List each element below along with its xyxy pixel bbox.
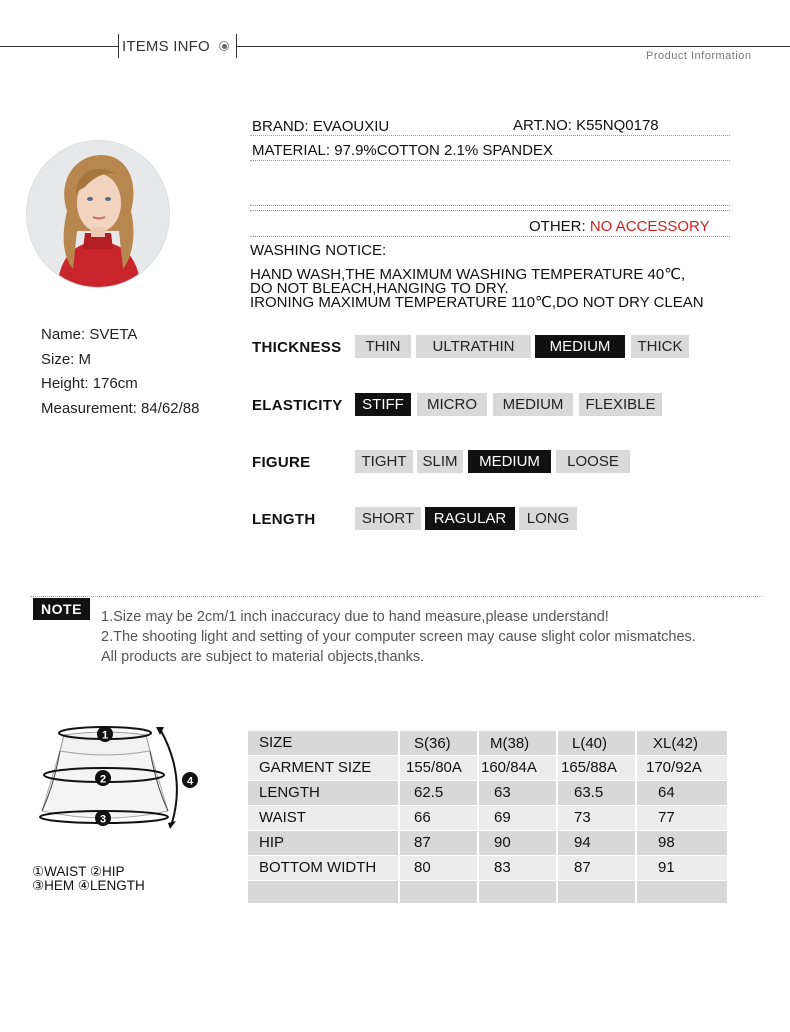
table-cell: 155/80A bbox=[406, 759, 462, 776]
marker-2-icon bbox=[95, 770, 111, 786]
skirt-measure-diagram bbox=[30, 715, 210, 855]
table-cell: 83 bbox=[494, 859, 511, 876]
table-cell: 165/88A bbox=[561, 759, 617, 776]
material-text: MATERIAL: 97.9%COTTON 2.1% SPANDEX bbox=[252, 142, 553, 159]
model-height: Height: 176cm bbox=[41, 375, 138, 392]
length-label: LENGTH bbox=[252, 511, 316, 528]
column-divider bbox=[635, 731, 637, 903]
length-option-short: SHORT bbox=[355, 507, 421, 530]
length-option-long: LONG bbox=[519, 507, 577, 530]
elasticity-option-micro: MICRO bbox=[417, 393, 487, 416]
header-rule-right bbox=[236, 46, 790, 47]
thickness-option-ultrathin: ULTRATHIN bbox=[416, 335, 531, 358]
diagram-legend-line-1: ①WAIST ②HIP bbox=[32, 864, 125, 879]
dotted-rule bbox=[250, 236, 730, 237]
washing-line-3: IRONING MAXIMUM TEMPERATURE 110℃,DO NOT DRY CLEAN bbox=[250, 294, 704, 311]
thickness-option-thick: THICK bbox=[631, 335, 689, 358]
dotted-rule bbox=[250, 160, 730, 161]
length-arrow-bottom-icon bbox=[168, 821, 176, 829]
header-tick-left bbox=[118, 34, 119, 58]
marker-1-label: 1 bbox=[101, 729, 109, 742]
thickness-label: THICKNESS bbox=[252, 339, 342, 356]
other-info bbox=[529, 218, 710, 235]
table-cell: LENGTH bbox=[259, 784, 320, 801]
table-cell: 170/92A bbox=[646, 759, 702, 776]
figure-option-slim: SLIM bbox=[417, 450, 463, 473]
header-dot-icon bbox=[219, 41, 229, 51]
elasticity-label: ELASTICITY bbox=[252, 397, 343, 414]
note-badge: NOTE bbox=[33, 598, 90, 620]
table-cell: 66 bbox=[414, 809, 431, 826]
table-cell: WAIST bbox=[259, 809, 306, 826]
washing-line-1: HAND WASH,THE MAXIMUM WASHING TEMPERATURE 40℃, bbox=[250, 266, 686, 283]
figure-option-tight: TIGHT bbox=[355, 450, 413, 473]
table-cell: BOTTOM WIDTH bbox=[259, 859, 377, 876]
table-row bbox=[248, 831, 727, 855]
brand-text: BRAND: EVAOUXIU bbox=[252, 118, 390, 135]
table-cell: 73 bbox=[574, 809, 591, 826]
table-cell: 64 bbox=[658, 784, 675, 801]
table-cell: 91 bbox=[658, 859, 675, 876]
model-portrait-icon bbox=[27, 141, 169, 287]
table-cell: 87 bbox=[574, 859, 591, 876]
marker-2-label: 2 bbox=[99, 773, 107, 786]
table-cell: 98 bbox=[658, 834, 675, 851]
table-cell: HIP bbox=[259, 834, 285, 851]
table-header-xl: XL(42) bbox=[653, 735, 699, 752]
thickness-option-thin: THIN bbox=[355, 335, 411, 358]
dotted-rule bbox=[250, 205, 730, 206]
table-cell: 77 bbox=[658, 809, 675, 826]
table-header-m: M(38) bbox=[490, 735, 530, 752]
other-label: OTHER: bbox=[529, 218, 586, 235]
note-line-2: 2.The shooting light and setting of your computer screen may cause slight color mismatches. bbox=[101, 629, 696, 645]
column-divider bbox=[477, 731, 479, 903]
table-cell: 87 bbox=[414, 834, 431, 851]
column-divider bbox=[556, 731, 558, 903]
elasticity-option-stiff: STIFF bbox=[355, 393, 411, 416]
size-table bbox=[248, 731, 727, 903]
marker-3-icon bbox=[95, 810, 111, 826]
length-option-ragular: RAGULAR bbox=[425, 507, 515, 530]
note-line-3: All products are subject to material objects,thanks. bbox=[101, 649, 425, 665]
model-size: Size: M bbox=[41, 351, 92, 368]
marker-1-icon bbox=[97, 726, 113, 742]
items-info-title: ITEMS INFO bbox=[122, 38, 210, 55]
figure-option-loose: LOOSE bbox=[556, 450, 630, 473]
table-cell: 62.5 bbox=[414, 784, 444, 801]
product-information-label: Product Information bbox=[646, 50, 752, 62]
elasticity-option-medium: MEDIUM bbox=[493, 393, 573, 416]
washing-notice-title: WASHING NOTICE: bbox=[250, 242, 387, 259]
other-value: NO ACCESSORY bbox=[589, 218, 710, 235]
dotted-rule bbox=[250, 135, 730, 136]
table-cell: GARMENT SIZE bbox=[259, 759, 372, 776]
table-cell: 160/84A bbox=[481, 759, 537, 776]
table-header-size: SIZE bbox=[259, 734, 293, 751]
washing-line-2: DO NOT BLEACH,HANGING TO DRY. bbox=[250, 280, 509, 297]
table-cell: 69 bbox=[494, 809, 511, 826]
note-line-1: 1.Size may be 2cm/1 inch inaccuracy due to hand measure,please understand! bbox=[101, 609, 609, 625]
figure-label: FIGURE bbox=[252, 454, 311, 471]
table-cell: 94 bbox=[574, 834, 591, 851]
table-row bbox=[248, 781, 727, 805]
table-cell: 90 bbox=[494, 834, 511, 851]
note-dotted-rule bbox=[30, 596, 762, 597]
model-name: Name: SVETA bbox=[41, 326, 138, 343]
table-row bbox=[248, 806, 727, 830]
table-cell: 63.5 bbox=[574, 784, 604, 801]
table-row bbox=[248, 881, 727, 903]
table-header-s: S(36) bbox=[414, 735, 451, 752]
header-rule-left bbox=[0, 46, 118, 47]
table-header-l: L(40) bbox=[572, 735, 608, 752]
art-no-text: ART.NO: K55NQ0178 bbox=[513, 117, 659, 134]
dotted-rule bbox=[250, 210, 730, 211]
marker-4-label: 4 bbox=[186, 775, 194, 788]
table-cell: 80 bbox=[414, 859, 431, 876]
marker-3-label: 3 bbox=[99, 813, 107, 826]
diagram-legend-line-2: ③HEM ④LENGTH bbox=[32, 878, 145, 893]
model-measurement: Measurement: 84/62/88 bbox=[41, 400, 200, 417]
figure-option-medium: MEDIUM bbox=[468, 450, 551, 473]
model-avatar bbox=[26, 140, 170, 288]
marker-4-icon bbox=[182, 772, 198, 788]
elasticity-option-flexible: FLEXIBLE bbox=[579, 393, 662, 416]
column-divider bbox=[398, 731, 400, 903]
thickness-option-medium: MEDIUM bbox=[535, 335, 625, 358]
table-cell: 63 bbox=[494, 784, 511, 801]
